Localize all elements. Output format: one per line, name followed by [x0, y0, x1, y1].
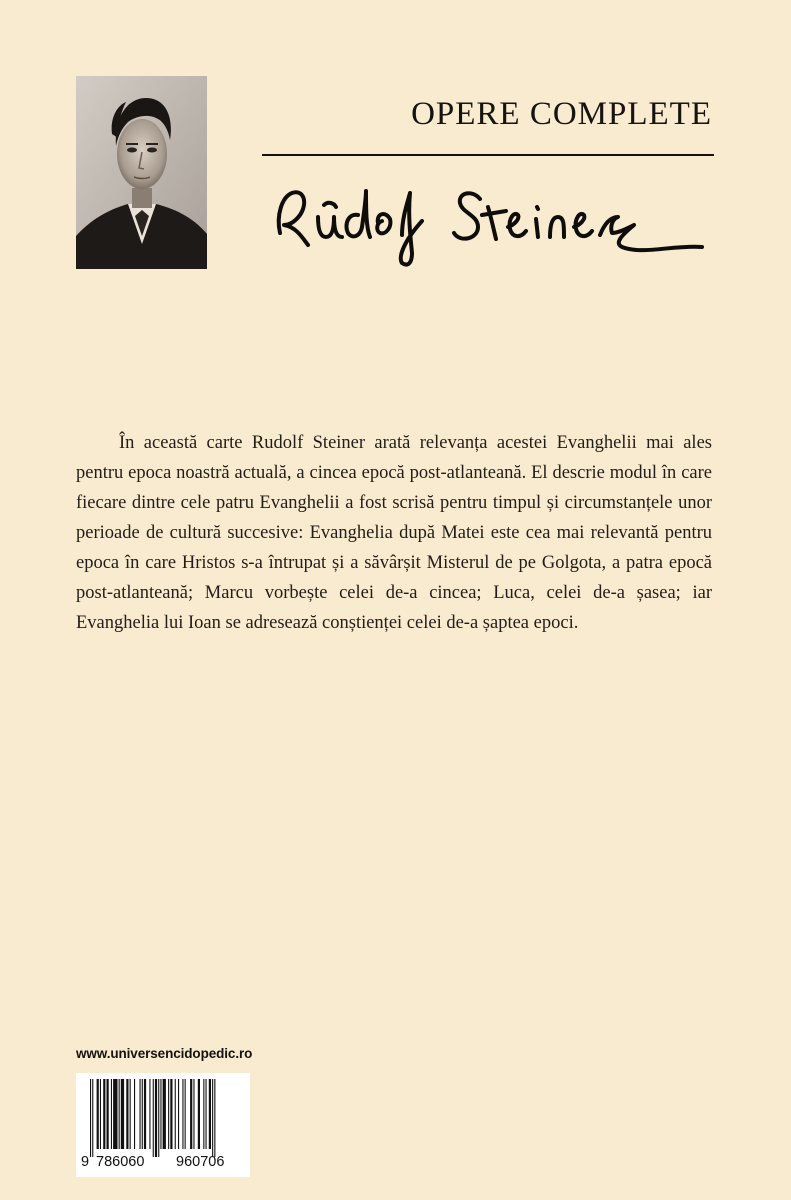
publisher-website[interactable]: www.universencidopedic.ro	[76, 1046, 253, 1061]
title-divider	[262, 154, 714, 156]
isbn-barcode	[76, 1073, 250, 1177]
author-portrait	[76, 76, 207, 269]
isbn-number	[76, 1152, 250, 1172]
series-title: OPERE COMPLETE	[411, 96, 712, 132]
book-description: În această carte Rudolf Steiner arată relevanța acestei Evanghelii mai ales pentru epoca noastră actuală, a cincea epocă post-atlanteană. El descrie modul în care fiecare dintre cele patru Evanghelii a fost scrisă pentru timpul și circumstanțele unor perioade de cultură succesive: Evanghelia după Matei este cea mai relevantă pentru epoca în care Hristos s-a întrupat și a săvârșit Misterul de pe Golgota, a patra epocă post-atlanteană; Marcu vorbește celei de-a cincea; Luca, celei de-a șasea; iar Evanghelia lui Ioan se adresează conștienței celei de-a șaptea epoci.	[76, 433, 712, 633]
author-signature	[262, 163, 722, 275]
portrait-photo-icon	[76, 76, 207, 269]
isbn-second-group: 960706	[176, 1154, 225, 1170]
isbn-lead-digit: 9	[81, 1154, 90, 1170]
isbn-first-group: 786060	[96, 1154, 145, 1170]
signature-icon	[262, 163, 722, 275]
